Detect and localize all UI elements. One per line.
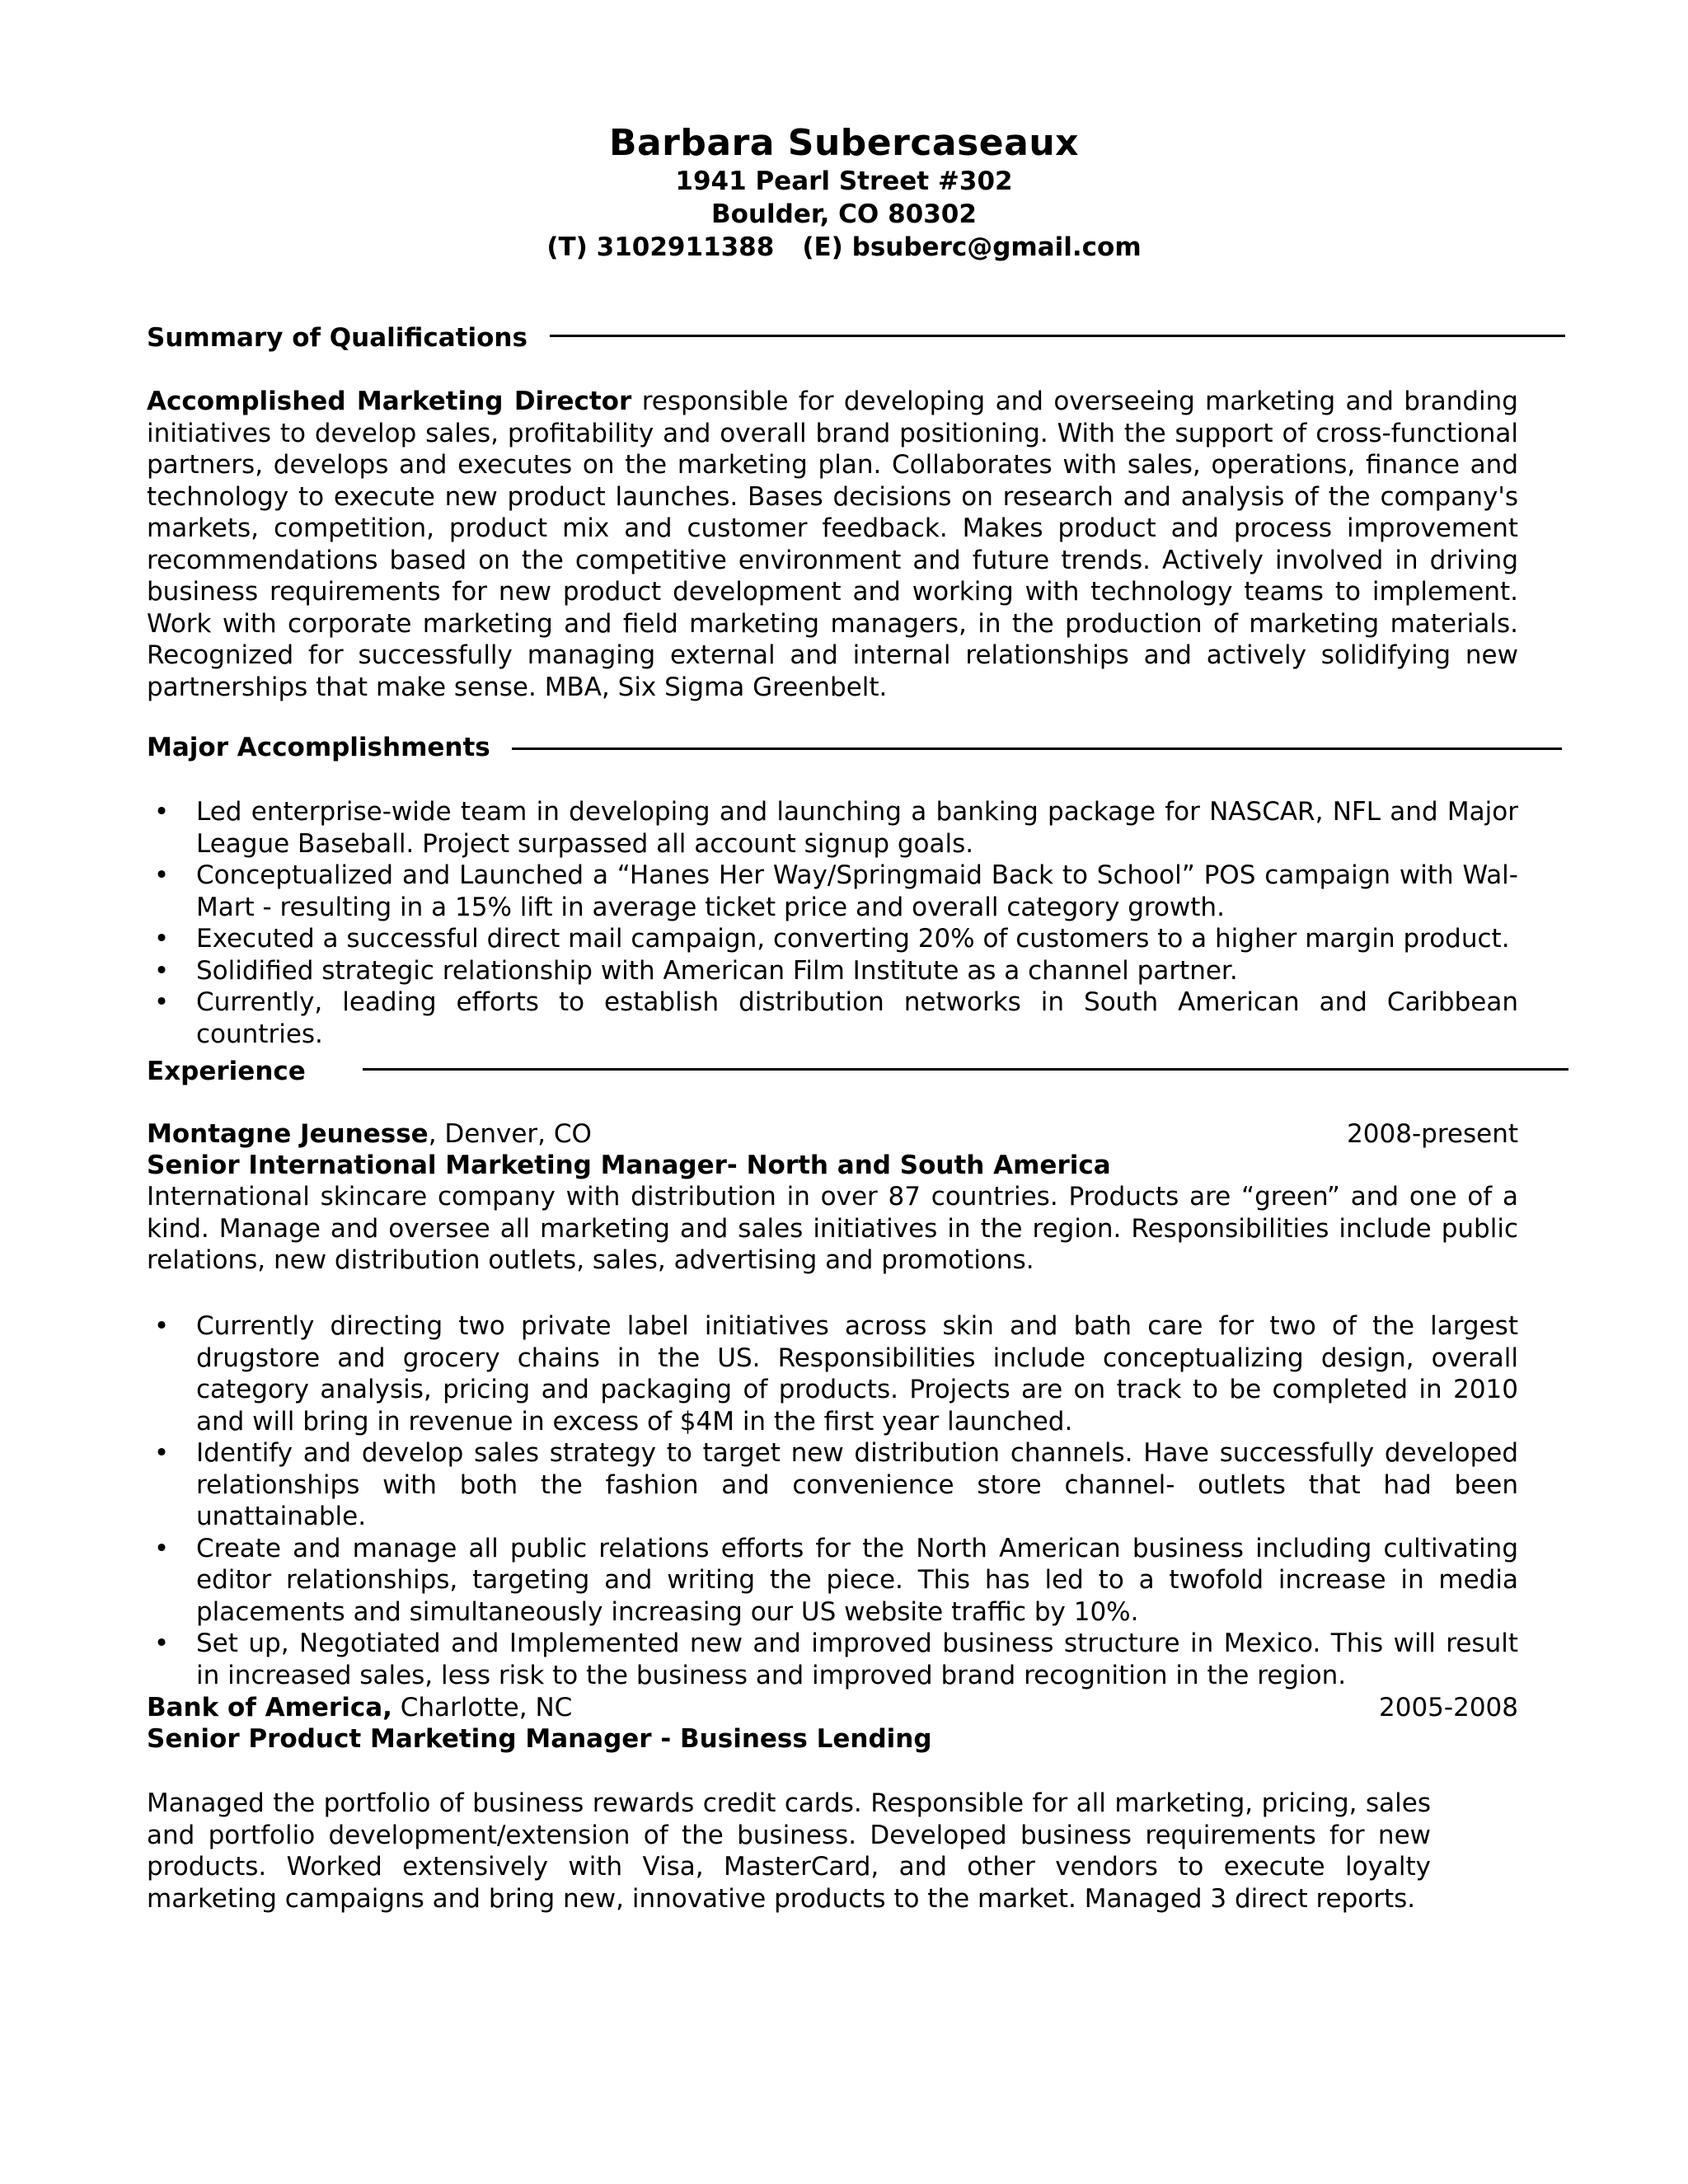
email-address: bsuberc@gmail.com [851, 232, 1142, 262]
bullet-icon: • [153, 987, 170, 1017]
resume-header [0, 122, 1688, 264]
summary-block [147, 386, 1518, 703]
summary-heading-text: Summary of Qualifications [147, 322, 528, 353]
candidate-name: Barbara Subercaseaux [608, 122, 1080, 164]
summary-heading [147, 321, 528, 354]
job-location: , Denver, CO [428, 1119, 592, 1149]
accomplishment-item: • Executed a successful direct mail campaign, converting 20% of customers to a higher margin product. [153, 924, 1510, 954]
job-location: Charlotte, NC [392, 1693, 573, 1722]
accomplishment-item: • Currently, leading efforts to establish distribution networks in South American and Caribbean countries. [153, 987, 1518, 1049]
job-bullet-item: • Currently directing two private label initiatives across skin and bath care for two of the largest drugstore and grocery chains in the US. Responsibilities include conceptualizing design, overall category analysis, pricing and packaging of products. Projects are on track to be completed in 2010 and will bring in revenue in excess of $4M in the first year launched. [153, 1311, 1518, 1436]
accomplishment-item: • Led enterprise-wide team in developing and launching a banking package for NASCAR, NFL and Major League Baseball. Project surpassed all account signup goals. [153, 797, 1518, 859]
job-title: Senior International Marketing Manager- North and South America [147, 1151, 1111, 1180]
bullet-icon: • [153, 1311, 170, 1341]
phone-label: (T) [546, 232, 588, 262]
bullet-icon: • [153, 860, 170, 890]
accomplishments-rule [512, 748, 1562, 750]
job-bullet-item: • Set up, Negotiated and Implemented new and improved business structure in Mexico. This will result in increased sales, less risk to the business and improved brand recognition in the region. [153, 1629, 1518, 1690]
job-company-line [147, 1692, 572, 1724]
job-bullets-montagne [147, 1310, 1518, 1691]
bullet-icon: • [153, 924, 170, 954]
phone-number: 3102911388 [596, 232, 775, 262]
job-bullet-item: • Identify and develop sales strategy to target new distribution channels. Have successfully developed relationships with both the fashion and convenience store channel- outlets that had been unattainable. [153, 1438, 1518, 1531]
job-header-montagne [147, 1118, 1518, 1151]
job-description: International skincare company with distribution in over 87 countries. Products are “green” and one of a kind. Manage and oversee all marketing and sales initiatives in the region. Responsibilities include public relations, new distribution outlets, sales, advertising and promotions. [147, 1182, 1518, 1275]
job-header-bofa [147, 1692, 1518, 1724]
accomplishments-list [147, 796, 1518, 1050]
address-line-1: 1941 Pearl Street #302 [675, 166, 1013, 196]
address-line-2: Boulder, CO 80302 [711, 199, 977, 229]
experience-rule [363, 1068, 1568, 1071]
contact-line [0, 231, 1688, 264]
summary-paragraph [147, 386, 1518, 703]
summary-lead: Accomplished Marketing Director [147, 387, 632, 416]
job-company: Montagne Jeunesse [147, 1119, 429, 1149]
bullet-icon: • [153, 1629, 170, 1658]
job-bullet-item: • Create and manage all public relations efforts for the North American business including cultivating editor relationships, targeting and writing the piece. This has led to a twofold increase in media placements and simultaneously increasing our US website traffic by 10%. [153, 1533, 1518, 1627]
bullet-icon: • [153, 1438, 170, 1468]
job-description: Managed the portfolio of business rewards credit cards. Responsible for all marketing, pricing, sales and portfolio development/extension of the business. Developed business requirements for new products. Worked extensively with Visa, MasterCard, and other vendors to execute loyalty marketing campaigns and bring new, innovative products to the market. Managed 3 direct reports. [147, 1788, 1431, 1914]
job-company: Bank of America, [147, 1693, 392, 1722]
accomplishments-heading-text: Major Accomplishments [147, 732, 490, 762]
accomplishment-item: • Conceptualized and Launched a “Hanes Her Way/Springmaid Back to School” POS campaign with Wal-Mart - resulting in a 15% lift in average ticket price and overall category growth. [153, 860, 1518, 922]
job-company-line [147, 1118, 592, 1151]
bullet-icon: • [153, 1533, 170, 1563]
job-title: Senior Product Marketing Manager - Business Lending [147, 1724, 932, 1754]
experience-heading-text: Experience [147, 1056, 306, 1086]
accomplishment-item: • Solidified strategic relationship with American Film Institute as a channel partner. [153, 955, 1238, 986]
job-dates: 2005-2008 [1379, 1693, 1518, 1722]
job-dates: 2008-present [1347, 1119, 1518, 1149]
bullet-icon: • [153, 797, 170, 827]
email-label: (E) [802, 232, 843, 262]
accomplishments-heading [147, 731, 490, 764]
bullet-icon: • [153, 955, 170, 986]
summary-text: responsible for developing and overseeing marketing and branding initiatives to develop sales, profitability and overall brand positioning. With the support of cross-functional partners, develops and executes on the marketing plan. Collaborates with sales, operations, finance and technology to execute new product launches. Bases decisions on research and analysis of the company's markets, competition, product mix and customer feedback. Makes product and process improvement recommendations based on the competitive environment and future trends. Actively involved in driving business requirements for new product development and working with technology teams to implement. Work with corporate marketing and field marketing managers, in the production of marketing materials. Recognized for successfully managing external and internal relationships and actively solidifying new partnerships that make sense. MBA, Six Sigma Greenbelt. [147, 387, 1518, 702]
experience-heading [147, 1055, 306, 1088]
summary-rule [550, 335, 1565, 337]
